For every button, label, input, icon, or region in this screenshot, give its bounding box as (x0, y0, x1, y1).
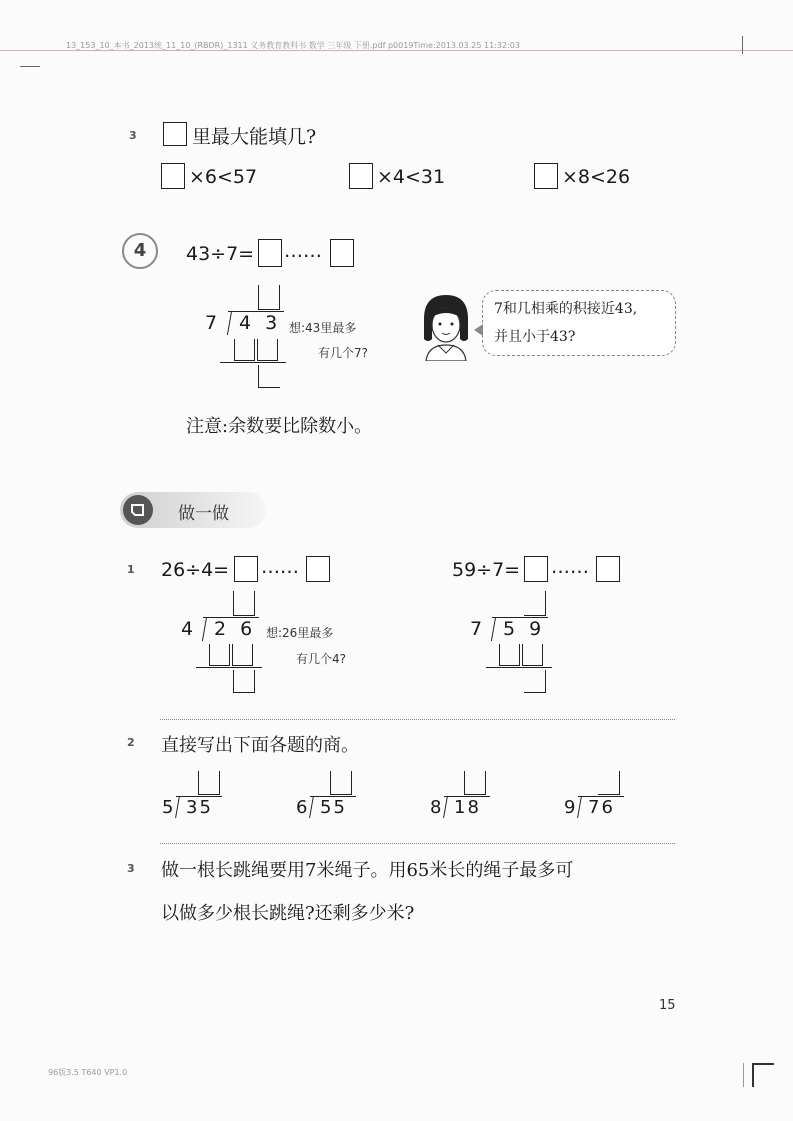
p1-eq1-quotient-box[interactable] (234, 556, 258, 582)
p3-line2: 以做多少根长跳绳?还剩多少米? (161, 903, 415, 924)
p1-eq1-dots: …… (261, 556, 299, 578)
ex4-ld-quotient-box[interactable] (258, 285, 280, 310)
ex4-number: 4 (133, 240, 147, 261)
practice-icon (123, 495, 153, 525)
q3-answer-box-3[interactable] (534, 163, 558, 189)
q3-answer-box-2[interactable] (349, 163, 373, 189)
p2-item-4-dividend: 76 (588, 797, 615, 818)
p1-ld2-remainder-box[interactable] (524, 670, 546, 693)
p2-item-3-bracket (443, 796, 448, 818)
ex4-ld-bracket (227, 311, 232, 335)
p2-item-2-bracket (309, 796, 314, 818)
ex4-think-line2: 有几个7? (318, 346, 369, 360)
p2-item-2-divisor: 6 (296, 797, 308, 818)
crop-mark-bottom-rule (743, 1063, 744, 1087)
q3-item-3: ×8<26 (562, 166, 631, 188)
p1-ld1-bracket (202, 617, 207, 641)
bubble-line2: 并且小于43? (494, 329, 576, 345)
page-number: 15 (659, 998, 676, 1013)
ex4-think-line1: 想:43里最多 (289, 321, 357, 335)
p2-item-4-divisor: 9 (564, 797, 576, 818)
q3-title-box (163, 122, 187, 146)
p1-ld1-remainder-box[interactable] (233, 670, 255, 693)
p2-title: 直接写出下面各题的商。 (161, 735, 359, 756)
separator-1 (160, 719, 675, 720)
p2-item-2-answer-box[interactable] (330, 771, 352, 795)
ex4-quotient-box[interactable] (258, 239, 282, 267)
crop-mark-left (20, 66, 40, 67)
p1-ld1-product-box-1[interactable] (209, 644, 230, 666)
p1-eq1: 26÷4= (161, 559, 230, 581)
p1-ld2-divisor: 7 (470, 618, 483, 640)
print-header: 13_153_10_本书_2013统_11_10_(RBDR)_1311 义务教育教科书 数学 三年级 下册.pdf p0019Time:2013.03.25 11:32:03 (66, 41, 520, 50)
p2-item-1-bracket (175, 796, 180, 818)
p3-line1: 做一根长跳绳要用7米绳子。用65米长的绳子最多可 (161, 860, 574, 881)
p1-ld1-dividend: 2 6 (214, 618, 257, 640)
p3-number: 3 (127, 862, 135, 875)
ex4-number-circle (122, 233, 158, 269)
ex4-ld-divisor: 7 (205, 312, 218, 334)
p1-ld2-bracket (491, 617, 496, 641)
ex4-ld-product-box-1[interactable] (234, 339, 255, 361)
girl-avatar (416, 291, 476, 361)
p2-item-2-dividend: 55 (320, 797, 347, 818)
speech-bubble-tail (474, 324, 483, 336)
p1-ld2-quotient-box[interactable] (524, 591, 546, 616)
p1-ld2-product-box-2[interactable] (522, 644, 543, 666)
ex4-remainder-box[interactable] (330, 239, 354, 267)
ex4-dots: …… (284, 240, 322, 262)
p1-ld2-dividend: 5 9 (503, 618, 546, 640)
ex4-ld-product-box-2[interactable] (257, 339, 278, 361)
q3-number: 3 (129, 129, 137, 142)
p1-ld2-product-box-1[interactable] (499, 644, 520, 666)
p1-ld1-quotient-box[interactable] (233, 591, 255, 616)
practice-label: 做一做 (178, 504, 229, 524)
p1-eq2: 59÷7= (452, 559, 521, 581)
crop-mark-bottom-right (752, 1063, 774, 1087)
p2-item-3-dividend: 18 (454, 797, 481, 818)
ex4-equation: 43÷7= (186, 243, 255, 265)
q3-answer-box-1[interactable] (161, 163, 185, 189)
p2-item-1-dividend: 35 (186, 797, 213, 818)
crop-mark-right (742, 36, 743, 54)
footer-code: 96版3.5 T640 VP1.0 (48, 1068, 128, 1077)
ex4-ld-subtract-line (220, 362, 286, 363)
ex4-ld-remainder-box[interactable] (258, 365, 280, 388)
p2-item-4-answer-box[interactable] (598, 771, 620, 795)
ex4-note: 注意:余数要比除数小。 (186, 416, 373, 437)
p1-eq2-quotient-box[interactable] (524, 556, 548, 582)
p2-item-4-bracket (577, 796, 582, 818)
p2-item-3-divisor: 8 (430, 797, 442, 818)
p1-ld1-subtract-line (196, 667, 262, 668)
p1-eq2-remainder-box[interactable] (596, 556, 620, 582)
q3-item-2: ×4<31 (377, 166, 446, 188)
p2-number: 2 (127, 736, 135, 749)
p1-number: 1 (127, 563, 135, 576)
p1-think-line2: 有几个4? (296, 652, 347, 666)
ex4-ld-dividend: 4 3 (239, 312, 282, 334)
q3-title: 里最大能填几? (192, 126, 317, 148)
separator-2 (160, 843, 675, 844)
p1-eq1-remainder-box[interactable] (306, 556, 330, 582)
p1-eq2-dots: …… (551, 556, 589, 578)
p1-think-line1: 想:26里最多 (266, 626, 334, 640)
p1-ld1-product-box-2[interactable] (232, 644, 253, 666)
bubble-line1: 7和几相乘的积接近43, (494, 301, 638, 317)
q3-item-1: ×6<57 (189, 166, 258, 188)
p2-item-1-divisor: 5 (162, 797, 174, 818)
p1-ld2-subtract-line (486, 667, 552, 668)
p1-ld1-divisor: 4 (181, 618, 194, 640)
p2-item-3-answer-box[interactable] (464, 771, 486, 795)
p2-item-1-answer-box[interactable] (198, 771, 220, 795)
